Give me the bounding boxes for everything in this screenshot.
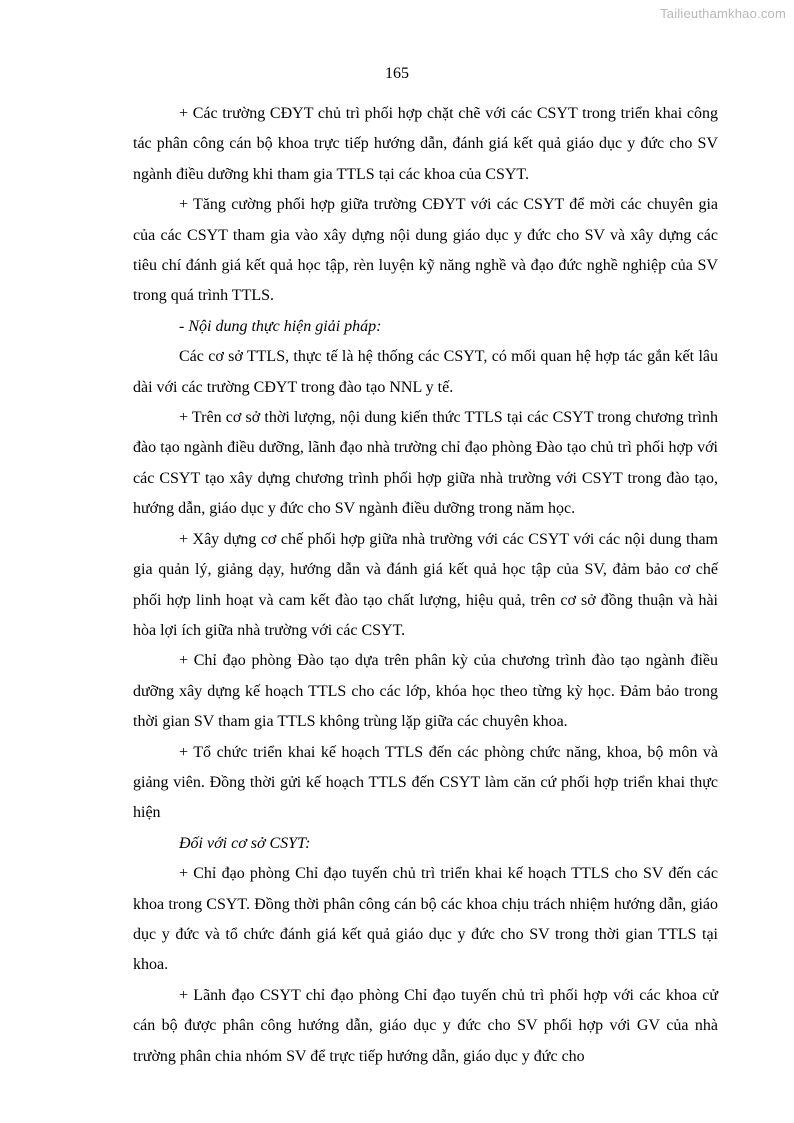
- document-body: [133, 99, 718, 1072]
- watermark: Tailieuthamkhao.com: [660, 6, 786, 21]
- paragraph: + Chỉ đạo phòng Chỉ đạo tuyến chủ trì triển khai kế hoạch TTLS cho SV đến các khoa trong CSYT. Đồng thời phân công cán bộ các khoa chịu trách nhiệm hướng dẫn, giáo dục y đức và tổ chức đánh giá kết quả giáo dục y đức cho SV trong thời gian TTLS tại khoa.: [133, 865, 718, 974]
- paragraph: + Tổ chức triển khai kế hoạch TTLS đến các phòng chức năng, khoa, bộ môn và giảng viên. Đồng thời gửi kế hoạch TTLS đến CSYT làm căn cứ phối hợp triển khai thực hiện: [133, 743, 718, 822]
- section-heading: Đối với cơ sở CSYT:: [179, 834, 311, 852]
- paragraph: + Lãnh đạo CSYT chỉ đạo phòng Chỉ đạo tuyến chủ trì phối hợp với các khoa cử cán bộ được phân công hướng dẫn, giáo dục y đức cho SV phối hợp với GV của nhà trường phân chia nhóm SV để trực tiếp hướng dẫn, giáo dục y đức cho: [133, 986, 718, 1065]
- page-number: 165: [385, 65, 409, 82]
- paragraph: + Xây dựng cơ chế phối hợp giữa nhà trường với các CSYT với các nội dung tham gia quản lý, giảng dạy, hướng dẫn và đánh giá kết quả học tập của SV, đảm bảo cơ chế phối hợp linh hoạt và cam kết đào tạo chất lượng, hiệu quả, trên cơ sở đồng thuận và hài hòa lợi ích giữa nhà trường với các CSYT.: [133, 530, 718, 639]
- paragraph: + Chỉ đạo phòng Đào tạo dựa trên phân kỳ của chương trình đào tạo ngành điều dưỡng xây dựng kế hoạch TTLS cho các lớp, khóa học theo từng kỳ học. Đảm bảo trong thời gian SV tham gia TTLS không trùng lặp giữa các chuyên khoa.: [133, 652, 718, 731]
- section-heading: - Nội dung thực hiện giải pháp:: [179, 317, 382, 335]
- paragraph: + Các trường CĐYT chủ trì phối hợp chặt chẽ với các CSYT trong triển khai công tác phân công cán bộ khoa trực tiếp hướng dẫn, đánh giá kết quả giáo dục y đức cho SV ngành điều dưỡng khi tham gia TTLS tại các khoa của CSYT.: [133, 105, 718, 183]
- paragraph: Các cơ sở TTLS, thực tế là hệ thống các CSYT, có mối quan hệ hợp tác gắn kết lâu dài với các trường CĐYT trong đào tạo NNL y tế.: [133, 348, 718, 396]
- paragraph: + Trên cơ sở thời lượng, nội dung kiến thức TTLS tại các CSYT trong chương trình đào tạo ngành điều dưỡng, lãnh đạo nhà trường chỉ đạo phòng Đào tạo chủ trì phối hợp với các CSYT tạo xây dựng chương trình phối hợp giữa nhà trường với CSYT trong đào tạo, hướng dẫn, giáo dục y đức cho SV ngành điều dưỡng trong năm học.: [133, 409, 718, 518]
- paragraph: + Tăng cường phối hợp giữa trường CĐYT với các CSYT để mời các chuyên gia của các CSYT tham gia vào xây dựng nội dung giáo dục y đức cho SV và xây dựng các tiêu chí đánh giá kết quả học tập, rèn luyện kỹ năng nghề và đạo đức nghề nghiệp của SV trong quá trình TTLS.: [133, 196, 718, 305]
